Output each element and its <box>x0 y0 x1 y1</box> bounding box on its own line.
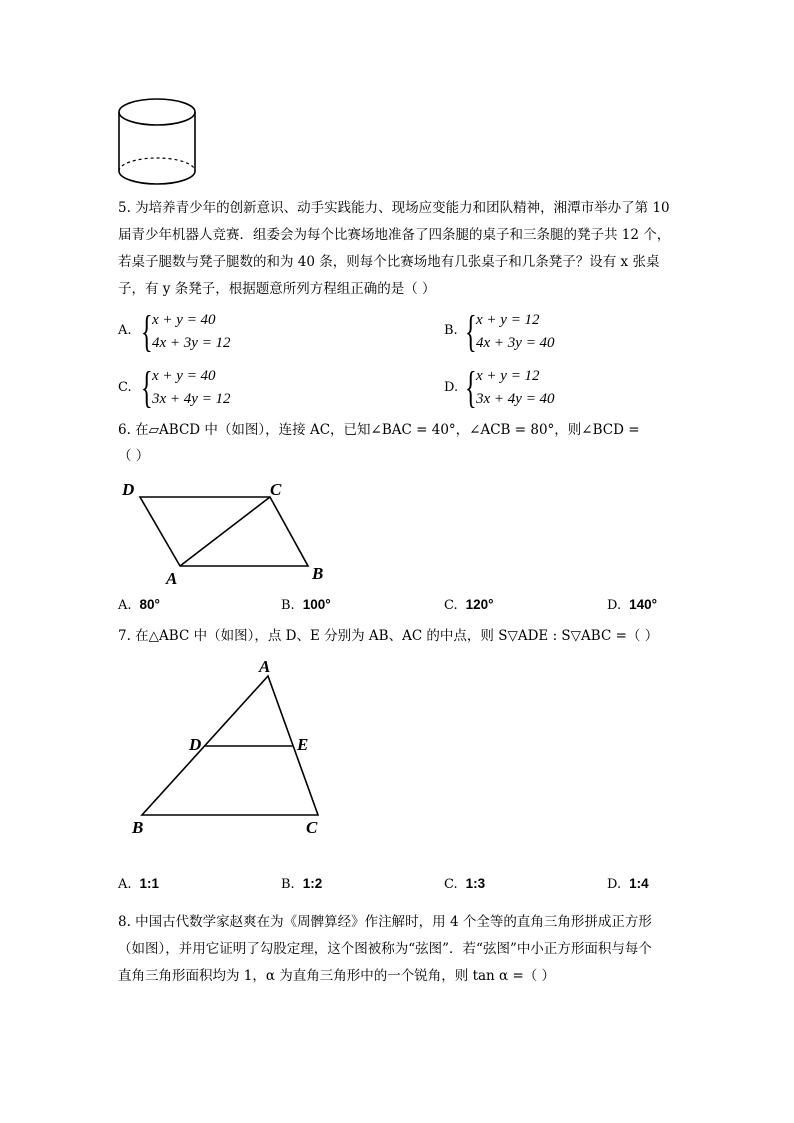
option-value: 140° <box>629 597 658 612</box>
equation-1: x + y = 40 <box>152 368 216 384</box>
q7-line-1: 7. 在△ABC 中（如图），点 D、E 分别为 AB、AC 的中点，则 S▽ADE : S▽ABC =（ ） <box>118 628 659 644</box>
vertex-a-label: A <box>166 569 178 588</box>
vertex-a-label: A <box>259 657 271 676</box>
option-value: 1:4 <box>629 876 649 891</box>
option-label: B. <box>444 323 458 338</box>
equation-2: 3x + 4y = 12 <box>152 391 231 407</box>
vertex-c-label: C <box>306 818 318 837</box>
q6-line-1: 6. 在▱ABCD 中（如图），连接 AC，已知∠BAC = 40°，∠ACB = 80°，则∠BCD = <box>118 422 640 438</box>
option-value: 100° <box>302 597 331 612</box>
q7-option-d[interactable] <box>607 876 649 892</box>
option-value: 120° <box>465 597 494 612</box>
option-label: D. <box>607 598 622 613</box>
q7-option-a[interactable] <box>118 876 159 892</box>
option-label: A. <box>118 323 132 338</box>
option-label: B. <box>281 877 295 892</box>
option-label: A. <box>118 598 132 613</box>
option-value: 1:2 <box>302 876 323 891</box>
vertex-b-label: B <box>312 564 324 583</box>
vertex-b-label: B <box>132 818 144 837</box>
q6-line-2: （ ） <box>118 448 150 464</box>
q7-option-b[interactable] <box>281 876 322 892</box>
option-label: B. <box>281 598 295 613</box>
q5-line-4: 子，有 y 条凳子，根据题意所列方程组正确的是（ ） <box>118 281 436 297</box>
q5-line-1: 5. 为培养青少年的创新意识、动手实践能力、现场应变能力和团队精神，湘潭市举办了第 10 <box>118 200 670 216</box>
option-value: 1:1 <box>139 876 160 891</box>
equation-2: 4x + 3y = 40 <box>476 335 555 351</box>
equation-2: 3x + 4y = 40 <box>476 391 555 407</box>
vertex-c-label: C <box>270 480 282 499</box>
q8-line-3: 直角三角形面积均为 1，α 为直角三角形中的一个锐角，则 tan α =（ ） <box>118 968 556 984</box>
equation-1: x + y = 12 <box>476 312 540 328</box>
option-label: D. <box>607 877 622 892</box>
triangle-figure <box>128 655 338 837</box>
q6-option-a[interactable] <box>118 597 160 613</box>
point-d-label: D <box>189 735 202 754</box>
option-value: 1:3 <box>465 876 486 891</box>
option-label: A. <box>118 877 132 892</box>
equation-2: 4x + 3y = 12 <box>152 335 231 351</box>
q5-line-3: 若桌子腿数与凳子腿数的和为 40 条，则每个比赛场地有几张桌子和几条凳子？设有 x 张桌 <box>118 254 660 270</box>
brace-icon: { <box>141 307 153 356</box>
q5-line-2: 届青少年机器人竞赛．组委会为每个比赛场地准备了四条腿的桌子和三条腿的凳子共 12 个， <box>118 227 671 243</box>
q6-option-d[interactable] <box>607 597 657 613</box>
q8-line-1: 8. 中国古代数学家赵爽在为《周髀算经》作注解时，用 4 个全等的直角三角形拼成正方形 <box>118 914 652 930</box>
option-label: C. <box>444 598 458 613</box>
q7-option-c[interactable] <box>444 876 485 892</box>
equation-1: x + y = 12 <box>476 368 540 384</box>
q6-option-c[interactable] <box>444 597 494 613</box>
equation-1: x + y = 40 <box>152 312 216 328</box>
brace-icon: { <box>141 363 153 412</box>
parallelogram-figure <box>118 478 338 590</box>
brace-icon: { <box>465 363 477 412</box>
option-label: C. <box>118 380 132 395</box>
vertex-d-label: D <box>122 480 135 499</box>
option-label: C. <box>444 877 458 892</box>
option-label: D. <box>444 380 459 395</box>
option-value: 80° <box>139 597 160 612</box>
q8-line-2: （如图），并用它证明了勾股定理，这个图被称为“弦图”．若“弦图”中小正方形面积与每个 <box>118 941 652 957</box>
point-e-label: E <box>297 735 309 754</box>
cylinder-figure <box>116 97 200 189</box>
brace-icon: { <box>465 307 477 356</box>
q6-option-b[interactable] <box>281 597 331 613</box>
